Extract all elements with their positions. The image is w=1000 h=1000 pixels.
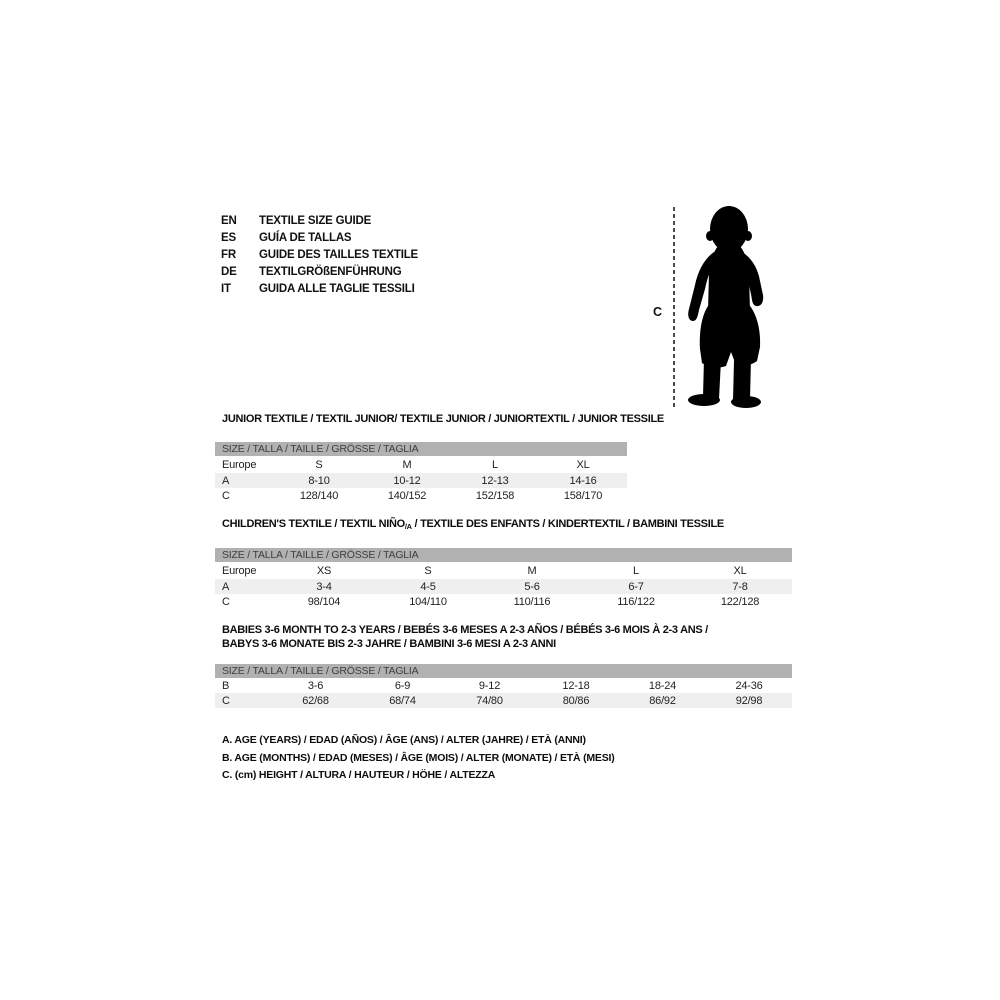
- language-title-list: [221, 211, 418, 296]
- row-label: C: [222, 595, 230, 608]
- table-cell: 8-10: [275, 473, 363, 488]
- table-row: [215, 579, 792, 594]
- table-cell: 12-18: [562, 679, 590, 692]
- language-title: GUÍA DE TALLAS: [259, 232, 352, 244]
- legend-line-c: C. (cm) HEIGHT / ALTURA / HAUTEUR / HÖHE / ALTEZZA: [222, 769, 496, 781]
- table-cell: 9-12: [478, 679, 501, 692]
- language-title: TEXTILGRÖßENFÜHRUNG: [259, 266, 402, 278]
- table-cell: 5-6: [480, 579, 584, 594]
- row-label: A: [215, 579, 272, 594]
- language-row: [221, 245, 418, 262]
- table-row: [215, 594, 792, 609]
- junior-size-table: [215, 442, 627, 503]
- legend-line-a: A. AGE (YEARS) / EDAD (AÑOS) / ÂGE (ANS) / ALTER (JAHRE) / ETÀ (ANNI): [222, 734, 586, 746]
- junior-textile-section: [215, 413, 664, 503]
- table-cell: 3-4: [272, 579, 376, 594]
- table-row: [215, 473, 627, 488]
- size-header-bar: SIZE / TALLA / TAILLE / GRÖSSE / TAGLIA: [215, 664, 792, 678]
- table-cell: 152/158: [475, 489, 515, 502]
- language-code: EN: [221, 215, 237, 227]
- table-row: [215, 693, 792, 708]
- toddler-silhouette-icon: [684, 203, 779, 409]
- table-title-subscript: /A: [404, 522, 412, 531]
- table-cell: M: [402, 458, 412, 471]
- size-header-bar: SIZE / TALLA / TAILLE / GRÖSSE / TAGLIA: [215, 442, 627, 456]
- childrens-size-table: [215, 548, 792, 609]
- table-cell: 14-16: [539, 473, 627, 488]
- babies-textile-section: [215, 623, 792, 708]
- childrens-textile-section: [215, 518, 792, 609]
- table-cell: 7-8: [688, 579, 792, 594]
- table-title-line1: BABIES 3-6 MONTH TO 2-3 YEARS / BEBÉS 3-6 MESES A 2-3 AÑOS / BÉBÉS 3-6 MOIS À 2-3 ANS /: [222, 624, 708, 636]
- babies-size-table: [215, 664, 792, 708]
- table-cell: 6-7: [584, 579, 688, 594]
- row-label: Europe: [222, 564, 257, 577]
- language-code: FR: [221, 249, 236, 261]
- table-title-text: CHILDREN'S TEXTILE / TEXTIL NIÑO: [222, 518, 405, 530]
- table-cell: 158/170: [563, 489, 603, 502]
- table-cell: 92/98: [706, 693, 792, 708]
- language-row: [221, 211, 418, 228]
- table-cell: S: [315, 458, 323, 471]
- table-cell: 98/104: [307, 595, 341, 608]
- row-label: A: [215, 473, 275, 488]
- language-row: [221, 262, 418, 279]
- table-cell: L: [492, 458, 498, 471]
- language-title: GUIDA ALLE TAGLIE TESSILI: [259, 283, 415, 295]
- table-cell: 12-13: [451, 473, 539, 488]
- table-title: JUNIOR TEXTILE / TEXTIL JUNIOR/ TEXTILE JUNIOR / JUNIORTEXTIL / JUNIOR TESSILE: [222, 413, 664, 425]
- table-cell: XS: [316, 564, 332, 577]
- table-cell: 140/152: [387, 489, 427, 502]
- table-title-text: / TEXTILE DES ENFANTS / KINDERTEXTIL / BAMBINI TESSILE: [411, 518, 724, 530]
- language-code: DE: [221, 266, 237, 278]
- table-cell: 74/80: [446, 693, 533, 708]
- table-row: [215, 442, 627, 456]
- table-cell: XL: [733, 564, 747, 577]
- table-cell: L: [633, 564, 639, 577]
- table-row: [215, 562, 792, 579]
- row-label: B: [222, 679, 230, 692]
- table-cell: 110/116: [513, 595, 551, 608]
- legend-line-b: B. AGE (MONTHS) / EDAD (MESES) / ÂGE (MOIS) / ALTER (MONATE) / ETÀ (MESI): [222, 751, 615, 764]
- table-cell: 3-6: [307, 679, 324, 692]
- table-cell: S: [424, 564, 432, 577]
- language-code: IT: [221, 283, 231, 295]
- row-label: C: [222, 489, 230, 502]
- row-label: C: [215, 693, 272, 708]
- table-cell: 68/74: [359, 693, 446, 708]
- table-cell: 18-24: [648, 679, 677, 692]
- table-title: [215, 623, 792, 651]
- language-row: [221, 279, 418, 296]
- table-row: [215, 678, 792, 693]
- table-cell: 6-9: [394, 679, 411, 692]
- table-cell: 122/128: [720, 595, 760, 608]
- table-cell: 62/68: [272, 693, 359, 708]
- language-title: GUIDE DES TAILLES TEXTILE: [259, 249, 418, 261]
- size-header-bar: SIZE / TALLA / TAILLE / GRÖSSE / TAGLIA: [215, 548, 792, 562]
- table-row: [215, 456, 627, 473]
- table-cell: 86/92: [619, 693, 706, 708]
- row-label: Europe: [222, 458, 257, 471]
- height-dashed-line: [673, 207, 675, 408]
- table-title: [215, 518, 792, 533]
- legend: [222, 732, 615, 785]
- table-cell: 80/86: [533, 693, 619, 708]
- language-row: [221, 228, 418, 245]
- table-cell: 4-5: [376, 579, 480, 594]
- table-cell: 24-36: [735, 679, 763, 692]
- table-row: [215, 488, 627, 503]
- table-cell: 128/140: [299, 489, 339, 502]
- table-row: [215, 548, 792, 562]
- table-row: [215, 664, 792, 678]
- language-title: TEXTILE SIZE GUIDE: [259, 215, 372, 227]
- table-cell: 116/122: [617, 595, 655, 608]
- table-cell: 104/110: [409, 595, 447, 608]
- table-title-line2: BABYS 3-6 MONATE BIS 2-3 JAHRE / BAMBINI 3-6 MESI A 2-3 ANNI: [222, 638, 556, 650]
- table-cell: 10-12: [363, 473, 451, 488]
- table-cell: XL: [576, 458, 590, 471]
- language-code: ES: [221, 232, 236, 244]
- height-marker-label: C: [653, 305, 663, 319]
- table-cell: M: [527, 564, 537, 577]
